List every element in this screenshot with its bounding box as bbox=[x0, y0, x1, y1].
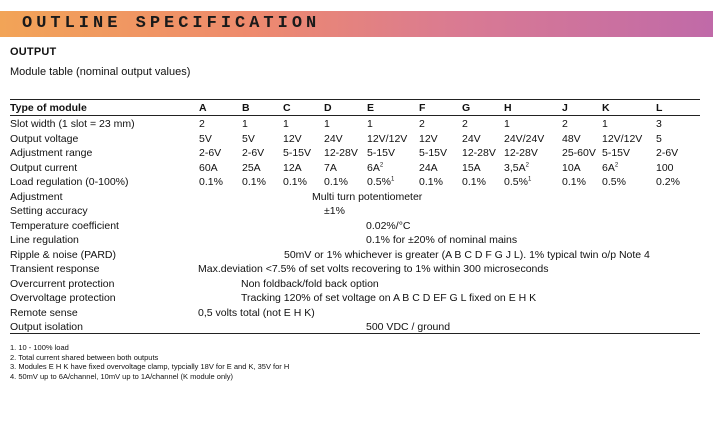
footnote: 1. 10 - 100% load bbox=[10, 343, 69, 352]
row-label: Adjustment range bbox=[10, 147, 93, 159]
spec-value: Max.deviation <7.5% of set volts recovering to 1% within 300 microseconds bbox=[198, 263, 549, 275]
cell-value: 1 bbox=[283, 118, 289, 130]
header-label: Type of module bbox=[10, 102, 87, 114]
table-cell bbox=[199, 117, 205, 131]
cell-value: 12V/12V bbox=[367, 132, 408, 145]
row-label: Output current bbox=[10, 161, 78, 174]
table-cell bbox=[562, 175, 586, 189]
table-cell bbox=[462, 175, 486, 189]
cell-value: 1 bbox=[602, 118, 608, 130]
header-col-j: J bbox=[562, 102, 568, 114]
table-cell bbox=[656, 132, 662, 146]
row-label: Output voltage bbox=[10, 132, 79, 145]
title-banner bbox=[0, 11, 713, 37]
spec-label: Adjustment bbox=[10, 190, 63, 203]
table-cell bbox=[656, 161, 674, 175]
spec-value: 50mV or 1% whichever is greater (A B C D F G J L). 1% typical twin o/p Note 4 bbox=[284, 248, 650, 261]
cell-value: 3 bbox=[656, 118, 662, 130]
table-cell bbox=[504, 161, 529, 175]
cell-value: 12V bbox=[283, 132, 302, 145]
spec-label: Ripple & noise (PARD) bbox=[10, 248, 117, 261]
table-row bbox=[0, 161, 713, 175]
cell-value: 24V bbox=[324, 132, 343, 145]
table-cell bbox=[199, 161, 218, 175]
cell-value: 2-6V bbox=[242, 147, 265, 159]
spec-label: Transient response bbox=[10, 263, 100, 275]
footnote-ref: 1 bbox=[527, 176, 532, 183]
spec-label: Overcurrent protection bbox=[10, 277, 115, 290]
table-cell bbox=[419, 117, 425, 131]
header-col-l: L bbox=[656, 102, 663, 114]
cell-value: 7A bbox=[324, 161, 337, 174]
header-col-c: C bbox=[283, 102, 291, 114]
cell-value: 0.1% bbox=[324, 176, 348, 188]
table-row bbox=[0, 132, 713, 146]
table-cell bbox=[324, 117, 330, 131]
table-cell bbox=[562, 146, 596, 160]
cell-value: 0.1% bbox=[419, 176, 443, 188]
header-col-g: G bbox=[462, 102, 471, 114]
table-cell bbox=[602, 117, 608, 131]
spec-row bbox=[0, 248, 713, 262]
table-cell bbox=[367, 146, 395, 160]
header-col-h: H bbox=[504, 102, 512, 114]
table-cell bbox=[324, 161, 337, 175]
table-header-rule bbox=[10, 115, 700, 116]
table-cell bbox=[602, 146, 630, 160]
table-cell bbox=[324, 175, 348, 189]
cell-value: 60A bbox=[199, 161, 218, 174]
cell-value: 3,5A bbox=[504, 161, 526, 174]
spec-label: Overvoltage protection bbox=[10, 292, 116, 304]
table-cell bbox=[367, 175, 394, 189]
footnote-ref: 1 bbox=[390, 176, 395, 183]
banner-title: OUTLINE SPECIFICATION bbox=[22, 14, 321, 33]
table-cell bbox=[602, 175, 626, 189]
table-cell bbox=[242, 117, 248, 131]
table-cell bbox=[504, 132, 544, 146]
table-cell bbox=[602, 132, 642, 146]
spec-row bbox=[0, 262, 713, 276]
spec-label: Line regulation bbox=[10, 234, 79, 246]
cell-value: 2 bbox=[462, 118, 468, 130]
table-row bbox=[0, 146, 713, 160]
cell-value: 12V bbox=[419, 132, 438, 145]
spec-label: Setting accuracy bbox=[10, 205, 88, 217]
cell-value: 24A bbox=[419, 161, 438, 174]
spec-value: 0.1% for ±20% of nominal mains bbox=[366, 234, 518, 246]
table-cell bbox=[324, 132, 343, 146]
spec-value: 0.02%/°C bbox=[366, 219, 411, 232]
table-cell bbox=[283, 117, 289, 131]
table-row bbox=[0, 175, 713, 189]
cell-value: 0.1% bbox=[199, 176, 223, 188]
cell-value: 12A bbox=[283, 161, 302, 174]
cell-value: 0.1% bbox=[462, 176, 486, 188]
spec-row bbox=[0, 306, 713, 320]
header-col-a: A bbox=[199, 102, 207, 114]
table-cell bbox=[199, 175, 223, 189]
table-cell bbox=[283, 175, 307, 189]
table-top-rule bbox=[10, 99, 700, 100]
cell-value: 2 bbox=[419, 118, 425, 130]
table-cell bbox=[283, 161, 302, 175]
footnote: 3. Modules E H K have fixed overvoltage clamp, typcially 18V for E and K, 35V for H bbox=[10, 362, 290, 372]
table-cell bbox=[199, 132, 212, 146]
spec-label: Remote sense bbox=[10, 306, 78, 319]
cell-value: 24V bbox=[462, 132, 481, 145]
row-label: Load regulation (0-100%) bbox=[10, 176, 129, 188]
footnote-ref: 2 bbox=[379, 162, 384, 168]
cell-value: 0.5% bbox=[367, 176, 391, 188]
cell-value: 1 bbox=[367, 118, 373, 130]
cell-value: 5-15V bbox=[283, 147, 312, 159]
cell-value: 5-15V bbox=[367, 147, 396, 159]
cell-value: 5V bbox=[242, 132, 255, 145]
table-cell bbox=[367, 161, 383, 175]
cell-value: 5-15V bbox=[602, 147, 631, 159]
header-col-f: F bbox=[419, 102, 426, 114]
table-cell bbox=[462, 132, 481, 146]
table-cell bbox=[419, 146, 447, 160]
section-subtitle: Module table (nominal output values) bbox=[10, 66, 191, 78]
header-col-b: B bbox=[242, 102, 250, 114]
cell-value: 0.2% bbox=[656, 176, 680, 188]
cell-value: 5 bbox=[656, 132, 662, 145]
row-label: Slot width (1 slot = 23 mm) bbox=[10, 118, 135, 130]
table-cell bbox=[562, 132, 581, 146]
table-cell bbox=[462, 161, 481, 175]
spec-value: 500 VDC / ground bbox=[366, 321, 451, 333]
cell-value: 24V/24V bbox=[504, 132, 545, 145]
cell-value: 0.1% bbox=[562, 176, 586, 188]
cell-value: 100 bbox=[656, 161, 674, 174]
table-header-row bbox=[0, 101, 713, 115]
cell-value: 1 bbox=[504, 118, 510, 130]
cell-value: 12-28V bbox=[462, 147, 496, 159]
table-cell bbox=[602, 161, 618, 175]
spec-row bbox=[0, 204, 713, 218]
cell-value: 10A bbox=[562, 161, 581, 174]
cell-value: 15A bbox=[462, 161, 481, 174]
cell-value: 2 bbox=[562, 118, 568, 130]
footnote: 4. 50mV up to 6A/channel, 10mV up to 1A/channel (K module only) bbox=[10, 371, 234, 381]
cell-value: 12-28V bbox=[324, 147, 358, 159]
spec-value: 0,5 volts total (not E H K) bbox=[198, 306, 315, 319]
cell-value: 6A bbox=[602, 161, 615, 174]
cell-value: 1 bbox=[242, 118, 248, 130]
footnote: 2. Total current shared between both outputs bbox=[10, 352, 159, 362]
cell-value: 12-28V bbox=[504, 147, 538, 159]
spec-label: Temperature coefficient bbox=[10, 219, 119, 232]
table-cell bbox=[283, 146, 311, 160]
table-cell bbox=[283, 132, 302, 146]
table-cell bbox=[562, 117, 568, 131]
table-row bbox=[0, 117, 713, 131]
table-cell bbox=[367, 132, 407, 146]
table-cell bbox=[324, 146, 358, 160]
cell-value: 0.5% bbox=[602, 176, 626, 188]
table-cell bbox=[504, 117, 510, 131]
table-cell bbox=[199, 146, 221, 160]
cell-value: 0.1% bbox=[283, 176, 307, 188]
table-cell bbox=[656, 146, 678, 160]
table-cell bbox=[242, 161, 261, 175]
cell-value: 1 bbox=[324, 118, 330, 130]
table-cell bbox=[242, 132, 255, 146]
cell-value: 48V bbox=[562, 132, 581, 145]
footnote-ref: 2 bbox=[525, 162, 529, 168]
cell-value: 25A bbox=[242, 161, 261, 174]
table-cell bbox=[656, 117, 662, 131]
table-cell bbox=[419, 161, 438, 175]
spec-value: Tracking 120% of set voltage on A B C D EF G L fixed on E H K bbox=[241, 292, 537, 304]
section-title: OUTPUT bbox=[10, 46, 57, 58]
cell-value: 2 bbox=[199, 118, 205, 130]
table-cell bbox=[562, 161, 581, 175]
cell-value: 0.1% bbox=[242, 176, 266, 188]
cell-value: 2-6V bbox=[656, 147, 679, 159]
header-col-k: K bbox=[602, 102, 610, 114]
cell-value: 12V/12V bbox=[602, 132, 643, 145]
footnote-ref: 2 bbox=[614, 162, 619, 168]
table-cell bbox=[462, 146, 496, 160]
cell-value: 25-60V bbox=[562, 147, 596, 159]
spec-row bbox=[0, 219, 713, 233]
spec-row bbox=[0, 190, 713, 204]
table-cell bbox=[367, 117, 373, 131]
cell-value: 5V bbox=[199, 132, 212, 145]
table-cell bbox=[242, 175, 266, 189]
spec-value: Non foldback/fold back option bbox=[241, 277, 379, 290]
cell-value: 6A bbox=[367, 161, 380, 174]
table-cell bbox=[504, 175, 531, 189]
header-col-d: D bbox=[324, 102, 332, 114]
table-cell bbox=[419, 175, 443, 189]
table-cell bbox=[419, 132, 438, 146]
table-cell bbox=[504, 146, 538, 160]
spec-value: ±1% bbox=[324, 205, 345, 217]
cell-value: 5-15V bbox=[419, 147, 448, 159]
spec-row bbox=[0, 277, 713, 291]
table-cell bbox=[242, 146, 264, 160]
cell-value: 2-6V bbox=[199, 147, 222, 159]
table-cell bbox=[462, 117, 468, 131]
spec-row bbox=[0, 291, 713, 305]
table-cell bbox=[656, 175, 680, 189]
spec-label: Output isolation bbox=[10, 321, 83, 333]
cell-value: 0.5% bbox=[504, 176, 528, 188]
spec-value: Multi turn potentiometer bbox=[312, 190, 423, 203]
spec-row bbox=[0, 320, 713, 334]
spec-row bbox=[0, 233, 713, 247]
header-col-e: E bbox=[367, 102, 375, 114]
